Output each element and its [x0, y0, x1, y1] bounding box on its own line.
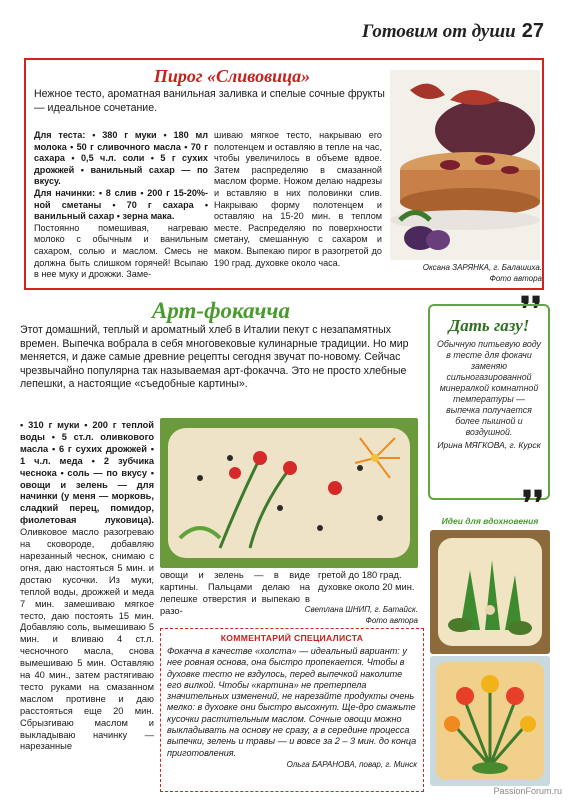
section-title: Готовим от души: [361, 21, 516, 42]
page-header: [362, 20, 544, 43]
pie-photo-credit: Фото автора: [489, 273, 542, 283]
tip-author: Ирина МЯГКОВА, г. Курск: [437, 440, 541, 450]
expert-title: КОММЕНТАРИЙ СПЕЦИАЛИСТА: [220, 633, 364, 643]
pie-photo-caption: [386, 263, 542, 284]
idea-focaccia-photo-2: [430, 656, 550, 786]
idea-focaccia-photo-1: [430, 530, 550, 654]
pie-title: Пирог «Сливовица»: [153, 66, 311, 86]
pie-column-1: [34, 130, 208, 281]
focaccia-column-1: [20, 420, 154, 753]
pie-column-2: [214, 130, 382, 269]
pie-method-part-1: Постоянно помешивая, нагреваю молоко с обычным и ванильным сахаром, солью и маслом. Смесь не должна быть слишком горячей! Всыпаю в нее муку и дрожжи. Заме-: [34, 222, 208, 280]
page-number: 27: [521, 20, 544, 42]
focaccia-method-part-3: гретой до 180 град. духовке около 20 мин.: [318, 570, 415, 592]
plum-pie-photo: [390, 70, 540, 260]
ideas-label: Идеи для вдохновения: [441, 516, 539, 526]
expert-author: Ольга БАРАНОВА, повар, г. Минск: [286, 759, 417, 769]
focaccia-photo-caption: [300, 605, 418, 626]
pie-author: Оксана ЗАРЯНКА, г. Балашиха.: [422, 263, 542, 272]
dough-label: Для теста:: [34, 130, 86, 140]
filling-label: Для начинки:: [34, 187, 96, 198]
focaccia-intro: Этот домашний, теплый и ароматный хлеб в Италии пекут с незапамятных времен. Выпечка вобрала в себя многовековые кулинарные традиции. Но мир меняется, и даже самые древние рецепты сегодня звучат по-новому. Сейчас чрезвычайно популярна так называемая арт-фокачча. Это не просто хлебные лепешки, а настоящие «съедобные картины».: [20, 324, 409, 391]
focaccia-photo: [160, 418, 418, 568]
focaccia-column-3: [318, 570, 420, 594]
focaccia-photo-credit: Фото автора: [365, 615, 418, 625]
pie-method-part-2: шиваю мягкое тесто, накрываю его полотенцем и оставляю в тепле на час, чтобы увеличилось в объеме вдвое. Затем распределяю в смазанной маслом форме. Ножом делаю надрезы и вставляю в них половинки слив. Накрываю форму полотенцем и оставляю на 15-20 мин. в теплом месте. Распределяю по поверхности сметану, смешанную с сахаром и маком. Выпекаю пирог в разогретой до 190 град. духовке около часа.: [214, 130, 382, 268]
expert-comment-box: [160, 628, 424, 792]
focaccia-method-part-2: овощи и зелень — в виде картины. Пальцами делаю на лепешке отверстия и выпекаю в разо-: [160, 570, 310, 616]
quote-open-icon: ❜❜: [520, 292, 542, 329]
focaccia-title: Арт-фокачча: [152, 298, 290, 323]
focaccia-column-2: [160, 570, 310, 618]
pie-intro: Нежное тесто, ароматная ванильная заливка и спелые сочные фрукты — идеальное сочетание.: [34, 88, 385, 114]
focaccia-ingredients: • 310 г муки • 200 г теплой воды • 5 ст.л. оливкового масла • 6 г сухих дрожжей • 1 ч.л. меда • 2 зубчика чеснока • соль — по вкусу • овощи и зелень — для начинки (у меня — морковь, сладкий перец, помидор, фиолетовая луковица).: [20, 420, 154, 526]
focaccia-method-part-1: Оливковое масло разогреваю на сковороде, добавляю нарезанный чеснок, снимаю с огня, даю настояться 5 мин. и достаю кусочки. Из муки, теплой воды, дрожжей и меда 7 мин. замешиваю мягкое тесто, даю постоять 15 мин. Добавляю соль, вымешиваю 5 мин. и вливаю 4 ст.л. чесночного масла, снова вымешиваю 5 мин. Оставляю на 40 мин., затем растягиваю тесто руками на смазанном маслом противне и даю расстояться еще 20 мин. Сбрызгиваю маслом и выкладываю начинку — нарезанные: [20, 527, 154, 752]
dough-ingredients: • 380 г муки • 180 мл молока • 50 г сливочного масла • 70 г сахара • 0,5 ч.л. соли • 5 г сухих дрожжей • ванильный сахар — по вкусу.: [34, 130, 208, 187]
expert-text: Фокачча в качестве «холста» — идеальный вариант: у нее ровная основа, она быстро пропекается. Чтобы в духовке тесто не вздулось, перед выпечкой наколите его вилкой. Чтобы «картина» не претерпела значительных изменений, не нарезайте продукты очень мелко: в духовке они быстро высохнут. Ще-дро смажьте кусочки растительным маслом. Сочные овощи можно выкладывать на основу не сразу, а в середине процесса выпечки, зелень и травы — и вовсе за 2 – 3 мин. до конца приготовления.: [167, 646, 417, 758]
focaccia-author: Светлана ШНИП, г. Батайск.: [304, 605, 418, 614]
tip-box: [428, 304, 550, 500]
tip-text: Обычную питьевую воду в тесте для фокачи заменяю сильногазированной минералкой комнатной температуры — выпечка получается более пышной и воздушной.: [437, 339, 541, 437]
tip-title: Дать газу!: [448, 316, 530, 335]
quote-close-icon: ❜❜: [522, 486, 544, 523]
pie-recipe-box: [24, 58, 544, 290]
watermark: PassionForum.ru: [493, 786, 562, 796]
filling-ingredients: • 8 слив • 200 г 15-20%-ной сметаны • 70 г сахара • ванильный сахар • зерна мака.: [34, 187, 209, 222]
